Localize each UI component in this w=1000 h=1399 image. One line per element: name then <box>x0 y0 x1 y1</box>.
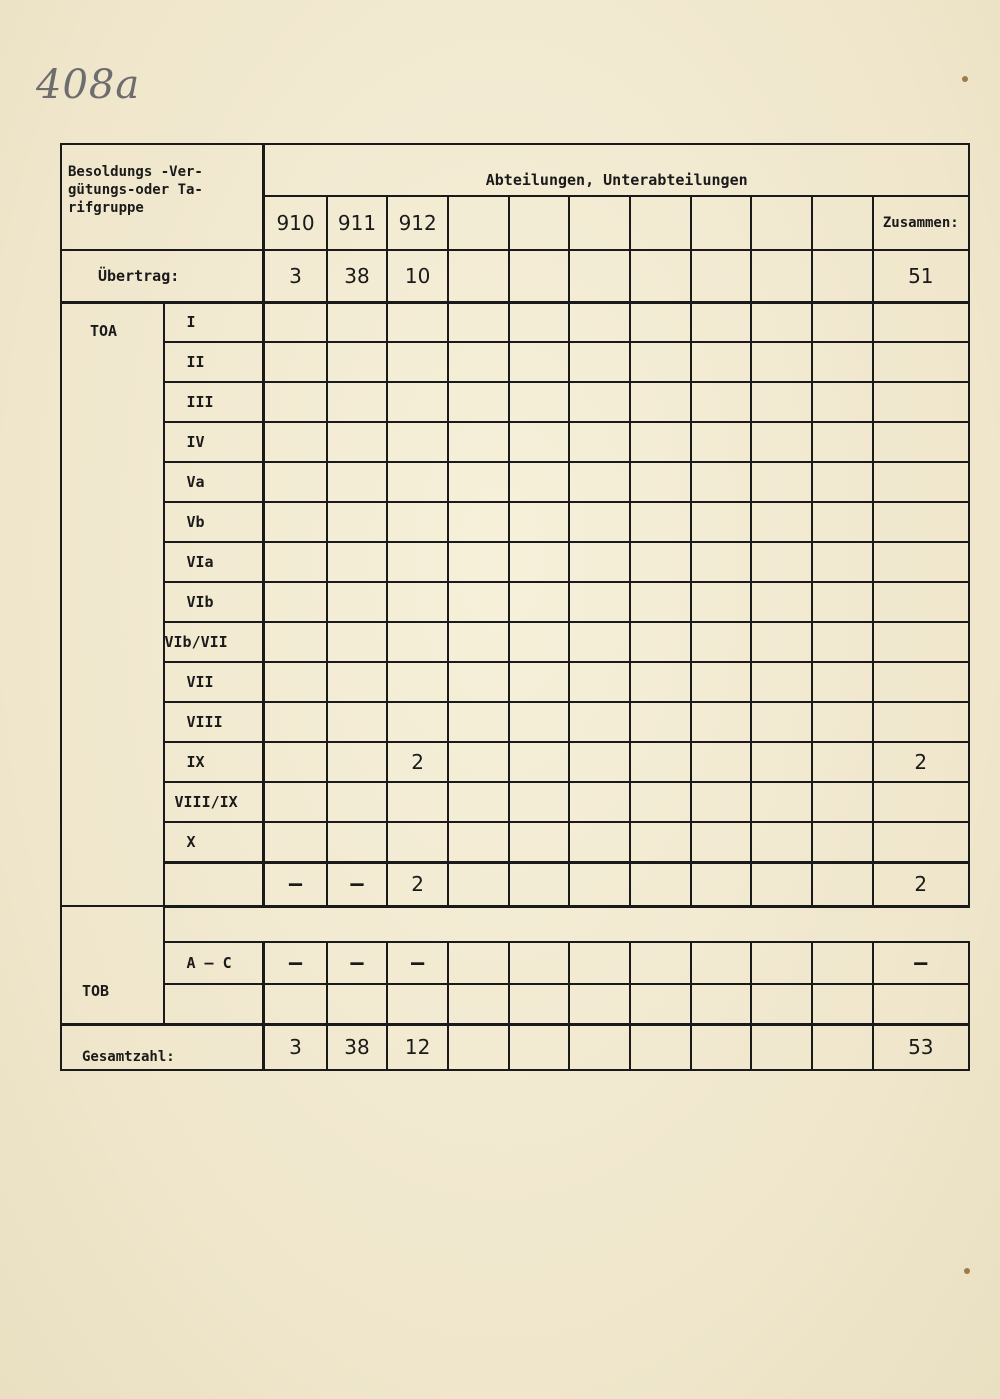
empty-cell <box>448 302 509 342</box>
empty-cell <box>630 662 691 702</box>
empty-cell <box>264 782 327 822</box>
empty-cell <box>264 542 327 582</box>
empty-cell <box>751 462 812 502</box>
empty-cell <box>812 662 873 702</box>
empty-cell <box>509 342 570 382</box>
empty-cell <box>691 984 752 1024</box>
empty-cell <box>630 422 691 462</box>
empty-cell <box>873 462 969 502</box>
empty-cell <box>164 862 264 906</box>
empty-cell <box>327 342 388 382</box>
column-header-910: 910 <box>264 196 327 250</box>
group-header-line: Besoldungs -Ver- <box>68 164 203 180</box>
empty-cell <box>630 942 691 984</box>
empty-cell <box>812 942 873 984</box>
table-row <box>61 662 969 702</box>
toa-subtotal-total: 2 <box>873 862 969 906</box>
empty-cell <box>691 502 752 542</box>
table-row <box>61 622 969 662</box>
empty-cell <box>264 502 327 542</box>
empty-cell <box>448 502 509 542</box>
empty-cell <box>812 502 873 542</box>
empty-cell <box>812 382 873 422</box>
empty-cell <box>327 742 388 782</box>
empty-cell <box>873 782 969 822</box>
empty-cell <box>387 542 448 582</box>
empty-cell <box>812 702 873 742</box>
empty-cell <box>264 342 327 382</box>
table-row <box>61 782 969 822</box>
empty-cell <box>691 462 752 502</box>
empty-cell <box>751 822 812 862</box>
empty-cell <box>569 662 630 702</box>
personnel-table <box>60 143 970 1071</box>
empty-cell <box>264 742 327 782</box>
carry-over-row <box>61 250 969 302</box>
empty-cell <box>751 382 812 422</box>
ix-total-value: 2 <box>873 742 969 782</box>
empty-cell <box>691 862 752 906</box>
column-header-empty <box>751 196 812 250</box>
empty-cell <box>509 502 570 542</box>
empty-cell <box>691 1024 752 1070</box>
tob-grade-label: A – C <box>164 942 264 984</box>
empty-cell <box>751 1024 812 1070</box>
empty-cell <box>691 582 752 622</box>
empty-cell <box>630 862 691 906</box>
grade-label: II <box>164 342 264 382</box>
handwritten-page-number: 408a <box>36 62 141 108</box>
column-header-empty <box>448 196 509 250</box>
empty-cell <box>691 702 752 742</box>
carry-over-total: 51 <box>873 250 969 302</box>
empty-cell <box>387 502 448 542</box>
empty-cell <box>264 984 327 1024</box>
empty-cell <box>509 462 570 502</box>
empty-cell <box>812 542 873 582</box>
empty-cell <box>509 622 570 662</box>
empty-cell <box>751 582 812 622</box>
carry-over-label: Übertrag: <box>61 250 264 302</box>
staple-mark-icon <box>962 76 968 82</box>
empty-cell <box>327 422 388 462</box>
empty-cell <box>751 742 812 782</box>
grade-label: VIb/VII <box>164 622 264 662</box>
column-header-911: 911 <box>327 196 388 250</box>
empty-cell <box>630 302 691 342</box>
grade-label: IX <box>164 742 264 782</box>
spacer-row <box>61 906 969 942</box>
table-row <box>61 382 969 422</box>
empty-cell <box>448 782 509 822</box>
empty-cell <box>630 984 691 1024</box>
empty-cell <box>448 462 509 502</box>
empty-cell <box>812 582 873 622</box>
grade-label: Va <box>164 462 264 502</box>
column-header-empty <box>691 196 752 250</box>
empty-cell <box>509 1024 570 1070</box>
staple-mark-icon <box>964 1268 970 1274</box>
grade-label: Vb <box>164 502 264 542</box>
empty-cell <box>327 702 388 742</box>
empty-cell <box>812 822 873 862</box>
empty-cell <box>873 582 969 622</box>
grade-label: VIa <box>164 542 264 582</box>
empty-cell <box>509 742 570 782</box>
empty-cell <box>327 582 388 622</box>
empty-cell <box>387 622 448 662</box>
empty-cell <box>751 662 812 702</box>
empty-cell <box>164 984 264 1024</box>
empty-cell <box>873 822 969 862</box>
empty-cell <box>509 782 570 822</box>
empty-cell <box>61 906 164 942</box>
empty-cell <box>569 302 630 342</box>
empty-cell <box>569 622 630 662</box>
empty-cell <box>630 382 691 422</box>
empty-cell <box>630 342 691 382</box>
tob-912: – <box>387 942 448 984</box>
grade-label: I <box>164 302 264 342</box>
table-row <box>61 502 969 542</box>
empty-cell <box>264 582 327 622</box>
empty-cell <box>509 250 570 302</box>
empty-cell <box>448 702 509 742</box>
empty-cell <box>812 984 873 1024</box>
empty-cell <box>691 342 752 382</box>
table-row <box>61 822 969 862</box>
empty-cell <box>873 382 969 422</box>
grade-label: VIII/IX <box>164 782 264 822</box>
empty-cell <box>509 822 570 862</box>
grand-total-label: Gesamtzahl: <box>61 1024 264 1070</box>
empty-cell <box>691 662 752 702</box>
carry-over-910: 3 <box>264 250 327 302</box>
empty-cell <box>873 302 969 342</box>
empty-cell <box>327 984 388 1024</box>
tob-total: – <box>873 942 969 984</box>
empty-cell <box>630 502 691 542</box>
toa-subtotal-911: – <box>327 862 388 906</box>
empty-cell <box>264 422 327 462</box>
empty-cell <box>569 342 630 382</box>
table-row <box>61 342 969 382</box>
empty-cell <box>630 742 691 782</box>
empty-cell <box>691 942 752 984</box>
empty-cell <box>751 342 812 382</box>
empty-cell <box>691 622 752 662</box>
empty-cell <box>812 342 873 382</box>
empty-cell <box>327 662 388 702</box>
empty-cell <box>630 542 691 582</box>
empty-cell <box>569 862 630 906</box>
empty-cell <box>691 822 752 862</box>
empty-cell <box>691 422 752 462</box>
grand-total-912: 12 <box>387 1024 448 1070</box>
empty-cell <box>448 250 509 302</box>
empty-cell <box>812 462 873 502</box>
empty-cell <box>327 822 388 862</box>
empty-cell <box>327 302 388 342</box>
empty-cell <box>448 342 509 382</box>
grand-total-910: 3 <box>264 1024 327 1070</box>
empty-cell <box>448 1024 509 1070</box>
empty-cell <box>387 822 448 862</box>
empty-cell <box>812 422 873 462</box>
empty-cell <box>812 742 873 782</box>
table-row <box>61 542 969 582</box>
empty-cell <box>509 862 570 906</box>
empty-cell <box>448 622 509 662</box>
empty-cell <box>509 422 570 462</box>
empty-cell <box>569 984 630 1024</box>
empty-cell <box>509 702 570 742</box>
empty-cell <box>691 250 752 302</box>
empty-cell <box>751 542 812 582</box>
empty-cell <box>751 302 812 342</box>
empty-cell <box>751 502 812 542</box>
empty-cell <box>630 1024 691 1070</box>
empty-cell <box>873 342 969 382</box>
empty-cell <box>569 942 630 984</box>
empty-cell <box>448 822 509 862</box>
empty-cell <box>691 542 752 582</box>
empty-cell <box>327 382 388 422</box>
empty-cell <box>691 782 752 822</box>
ix-912-value: 2 <box>387 742 448 782</box>
group-header-line: gütungs-oder Ta- <box>68 182 203 198</box>
empty-cell <box>448 942 509 984</box>
grade-label: VIII <box>164 702 264 742</box>
empty-cell <box>264 702 327 742</box>
empty-cell <box>812 622 873 662</box>
empty-cell <box>569 382 630 422</box>
empty-cell <box>812 782 873 822</box>
empty-cell <box>387 302 448 342</box>
empty-cell <box>751 942 812 984</box>
empty-cell <box>569 782 630 822</box>
empty-cell <box>264 622 327 662</box>
empty-cell <box>751 250 812 302</box>
empty-cell <box>509 582 570 622</box>
empty-cell <box>812 1024 873 1070</box>
column-header-empty <box>812 196 873 250</box>
empty-cell <box>387 382 448 422</box>
column-header-empty <box>509 196 570 250</box>
empty-cell <box>509 942 570 984</box>
column-header-912: 912 <box>387 196 448 250</box>
empty-cell <box>448 542 509 582</box>
empty-cell <box>264 382 327 422</box>
empty-cell <box>751 782 812 822</box>
empty-cell <box>630 462 691 502</box>
total-column-header: Zusammen: <box>873 196 969 250</box>
empty-cell <box>327 502 388 542</box>
empty-cell <box>264 462 327 502</box>
empty-cell <box>509 302 570 342</box>
empty-cell <box>873 542 969 582</box>
table-row <box>61 984 969 1024</box>
empty-cell <box>569 822 630 862</box>
table-row <box>61 582 969 622</box>
empty-cell <box>387 422 448 462</box>
empty-cell <box>327 622 388 662</box>
column-header-empty <box>569 196 630 250</box>
empty-cell <box>448 382 509 422</box>
empty-cell <box>448 742 509 782</box>
table-row <box>61 462 969 502</box>
empty-cell <box>569 702 630 742</box>
empty-cell <box>751 422 812 462</box>
table-row <box>61 302 969 342</box>
empty-cell <box>691 302 752 342</box>
grade-label: VII <box>164 662 264 702</box>
grade-label: IV <box>164 422 264 462</box>
empty-cell <box>569 542 630 582</box>
empty-cell <box>569 462 630 502</box>
empty-cell <box>448 582 509 622</box>
grade-label: VIb <box>164 582 264 622</box>
tob-group-label: TOB <box>61 942 164 1024</box>
empty-cell <box>630 250 691 302</box>
table-row <box>61 422 969 462</box>
grade-label: III <box>164 382 264 422</box>
empty-cell <box>569 742 630 782</box>
empty-cell <box>448 662 509 702</box>
grand-total-911: 38 <box>327 1024 388 1070</box>
carry-over-912: 10 <box>387 250 448 302</box>
empty-cell <box>630 622 691 662</box>
empty-cell <box>630 782 691 822</box>
toa-subtotal-912: 2 <box>387 862 448 906</box>
empty-cell <box>812 862 873 906</box>
empty-cell <box>448 862 509 906</box>
empty-cell <box>569 422 630 462</box>
empty-cell <box>448 422 509 462</box>
grade-label: X <box>164 822 264 862</box>
empty-cell <box>751 984 812 1024</box>
empty-cell <box>569 250 630 302</box>
empty-cell <box>387 662 448 702</box>
empty-cell <box>509 662 570 702</box>
empty-cell <box>691 382 752 422</box>
empty-cell <box>264 822 327 862</box>
departments-title: Abteilungen, Unterabteilungen <box>264 144 969 196</box>
empty-cell <box>873 502 969 542</box>
empty-cell <box>691 742 752 782</box>
empty-cell <box>164 906 970 942</box>
column-header-empty <box>630 196 691 250</box>
group-header <box>61 144 264 250</box>
empty-cell <box>569 1024 630 1070</box>
empty-cell <box>812 250 873 302</box>
toa-subtotal-910: – <box>264 862 327 906</box>
empty-cell <box>327 542 388 582</box>
tob-row <box>61 942 969 984</box>
tob-911: – <box>327 942 388 984</box>
empty-cell <box>569 582 630 622</box>
table-row <box>61 702 969 742</box>
table-row <box>61 742 969 782</box>
empty-cell <box>448 984 509 1024</box>
empty-cell <box>569 502 630 542</box>
empty-cell <box>509 542 570 582</box>
empty-cell <box>751 622 812 662</box>
toa-group-label: TOA <box>61 302 164 906</box>
group-header-line: rifgruppe <box>68 200 144 216</box>
empty-cell <box>873 422 969 462</box>
empty-cell <box>509 382 570 422</box>
empty-cell <box>387 782 448 822</box>
empty-cell <box>327 462 388 502</box>
empty-cell <box>327 782 388 822</box>
toa-subtotal-row <box>61 862 969 906</box>
empty-cell <box>264 662 327 702</box>
empty-cell <box>873 702 969 742</box>
empty-cell <box>509 984 570 1024</box>
empty-cell <box>873 662 969 702</box>
grand-total-total: 53 <box>873 1024 969 1070</box>
tob-910: – <box>264 942 327 984</box>
empty-cell <box>751 702 812 742</box>
empty-cell <box>630 582 691 622</box>
empty-cell <box>751 862 812 906</box>
grand-total-row <box>61 1024 969 1070</box>
empty-cell <box>630 702 691 742</box>
empty-cell <box>387 582 448 622</box>
empty-cell <box>387 984 448 1024</box>
empty-cell <box>264 302 327 342</box>
carry-over-911: 38 <box>327 250 388 302</box>
empty-cell <box>873 622 969 662</box>
empty-cell <box>387 462 448 502</box>
empty-cell <box>873 984 969 1024</box>
empty-cell <box>387 702 448 742</box>
empty-cell <box>630 822 691 862</box>
empty-cell <box>812 302 873 342</box>
empty-cell <box>387 342 448 382</box>
